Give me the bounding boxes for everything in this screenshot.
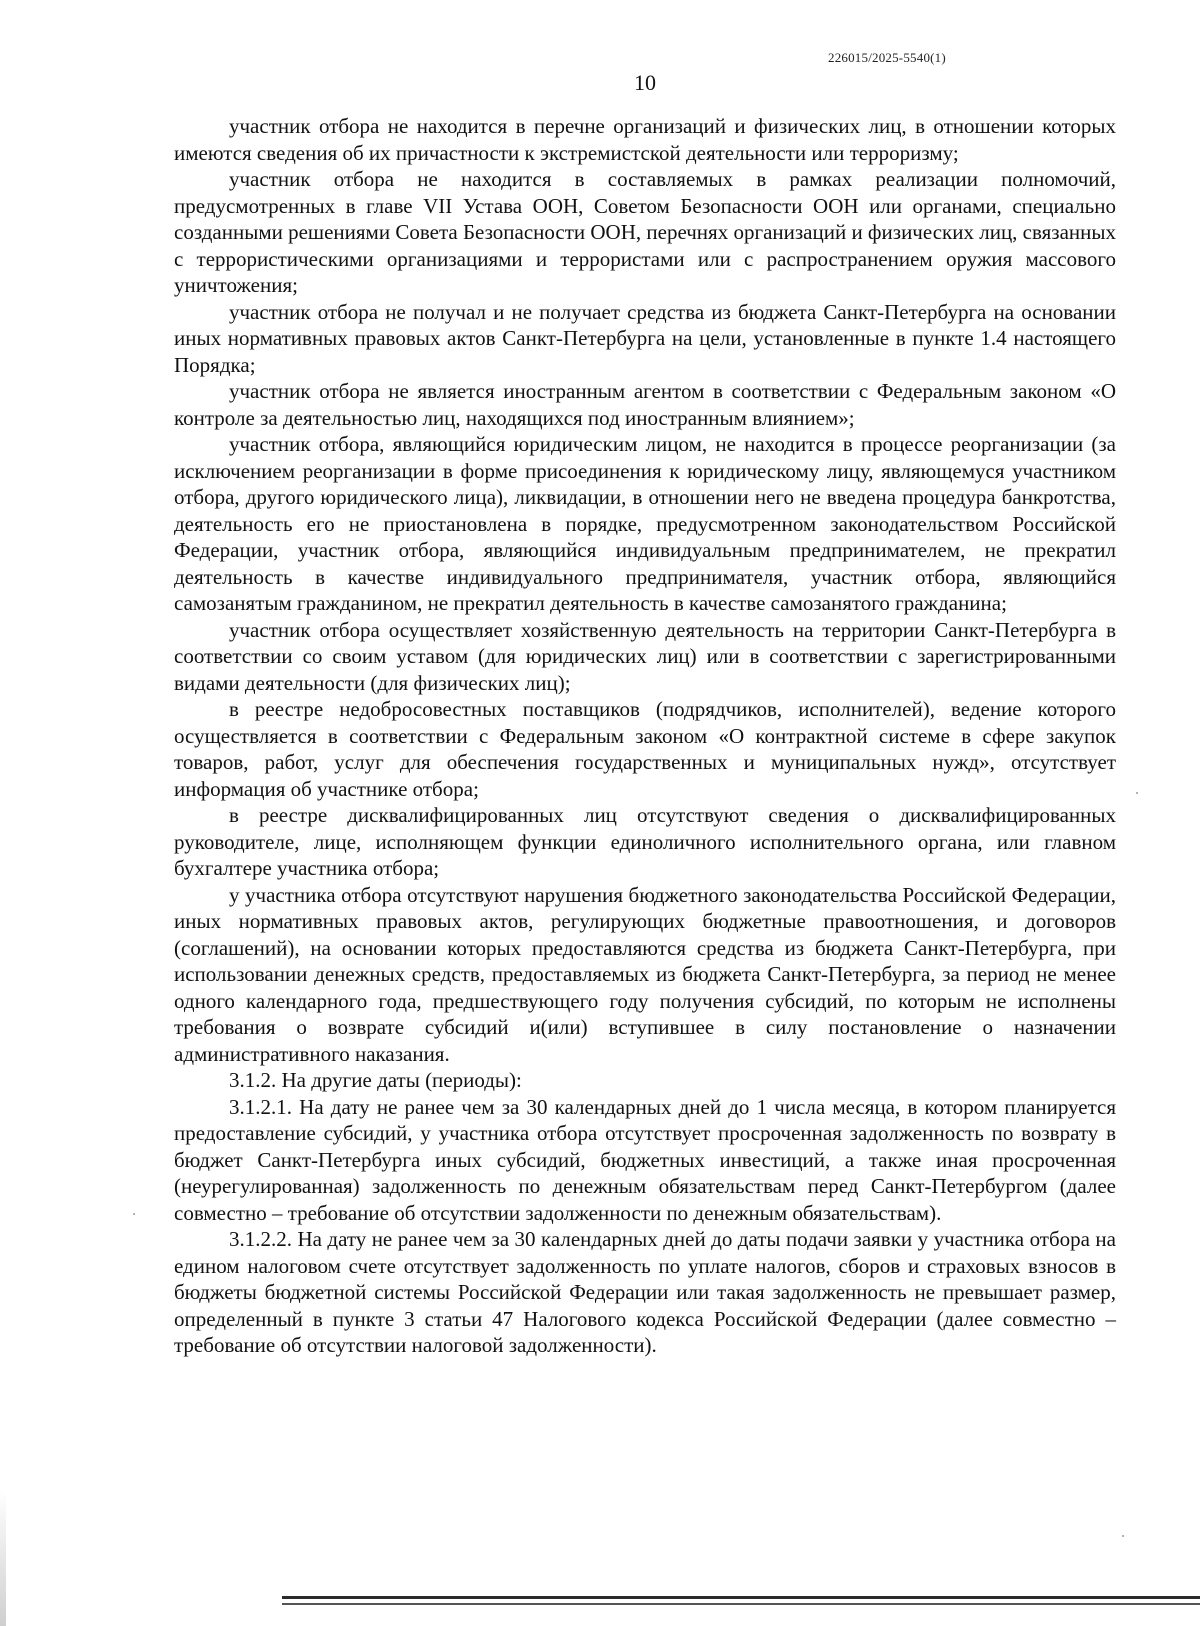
section-3-1-2-1: 3.1.2.1. На дату не ранее чем за 30 календарных дней до 1 числа месяца, в котором планируется предоставление субсидий, у участника отбора отсутствует просроченная задолженность по возврату в бюджет Санкт-Петербурга иных субсидий, бюджетных инвестиций, а также иная просроченная (неурегулированная) задолженность по денежным обязательствам перед Санкт-Петербургом (далее совместно – требование об отсутствии задолженности по денежным обязательствам). — [174, 1094, 1116, 1225]
paragraph-extremism-list: участник отбора не находится в перечне организаций и физических лиц, в отношении которых имеются сведения об их причастности к экстремистской деятельности или терроризму; — [174, 114, 1116, 165]
scan-edge-shadow — [0, 1490, 6, 1626]
section-3-1-2-heading: 3.1.2. На другие даты (периоды): — [229, 1068, 522, 1092]
scan-speck — [133, 1213, 135, 1215]
scan-speck — [1122, 1535, 1124, 1537]
scan-speck — [1136, 792, 1138, 794]
paragraph-operates-in-spb: участник отбора осуществляет хозяйственную деятельность на территории Санкт-Петербурга в соответствии со своим уставом (для юридических лиц) или в соответствии с зарегистрированными видами деятельности (для физических лиц); — [174, 617, 1116, 695]
paragraph-not-foreign-agent: участник отбора не является иностранным агентом в соответствии с Федеральным законом «О контроле за деятельностью лиц, находящихся под иностранным влиянием»; — [174, 379, 1116, 430]
paragraph-unfair-suppliers-registry: в реестре недобросовестных поставщиков (подрядчиков, исполнителей), ведение которого осуществляется в соответствии с Федеральным законом «О контрактной системе в сфере закупок товаров, работ, услуг для обеспечения государственных и муниципальных нужд», отсутствует информация об участнике отбора; — [174, 697, 1116, 801]
document-registration-number: 226015/2025-5540(1) — [828, 50, 946, 65]
scan-edge-line — [282, 1596, 1200, 1599]
scan-edge-line-shadow — [282, 1603, 1200, 1605]
page-number: 10 — [634, 70, 656, 95]
paragraph-disqualified-persons-registry: в реестре дисквалифицированных лиц отсутствуют сведения о дисквалифицированных руководителе, лице, исполняющем функции единоличного исполнительного органа, или главном бухгалтере участника отбора; — [174, 803, 1116, 880]
document-body — [174, 113, 1116, 1359]
paragraph-no-budget-violations: у участника отбора отсутствуют нарушения бюджетного законодательства Российской Федерации, иных нормативных правовых актов, регулирующих бюджетные правоотношения, и договоров (соглашений), на основании которых предоставляются средства из бюджета Санкт-Петербурга, при использовании денежных средств, предоставляемых из бюджета Санкт-Петербурга, за период не менее одного календарного года, предшествующего году получения субсидий, по которым не исполнены требования о возврате субсидий и(или) вступившее в силу постановление о назначении административного наказания. — [174, 882, 1116, 1066]
paragraph-no-reorganization: участник отбора, являющийся юридическим лицом, не находится в процессе реорганизации (за исключением реорганизации в форме присоединения к юридическому лицу, являющемуся участником отбора, другого юридического лица), ликвидации, в отношении него не введена процедура банкротства, деятельность его не приостановлена в порядке, предусмотренном законодательством Российской Федерации, участник отбора, являющийся индивидуальным предпринимателем, не прекратил деятельность в качестве индивидуального предпринимателя, участник отбора, являющийся самозанятым гражданином, не прекратил деятельность в качестве самозанятого гражданина; — [174, 432, 1116, 615]
section-3-1-2-2: 3.1.2.2. На дату не ранее чем за 30 календарных дней до даты подачи заявки у участника отбора на едином налоговом счете отсутствует задолженность по уплате налогов, сборов и страховых взносов в бюджеты бюджетной системы Российской Федерации или такая задолженность не превышает размер, определенный в пункте 3 статьи 47 Налогового кодекса Российской Федерации (далее совместно – требование об отсутствии налоговой задолженности). — [174, 1227, 1116, 1357]
paragraph-no-other-budget-funds: участник отбора не получал и не получает средства из бюджета Санкт-Петербурга на основании иных нормативных правовых актов Санкт-Петербурга на цели, установленные в пункте 1.4 настоящего Порядка; — [174, 299, 1116, 377]
paragraph-un-sanctions-list: участник отбора не находится в составляемых в рамках реализации полномочий, предусмотренных в главе VII Устава ООН, Советом Безопасности ООН или органами, специально созданными решениями Совета Безопасности ООН, перечнях организаций и физических лиц, связанных с террористическими организациями и террористами или с распространением оружия массового уничтожения; — [174, 167, 1117, 297]
